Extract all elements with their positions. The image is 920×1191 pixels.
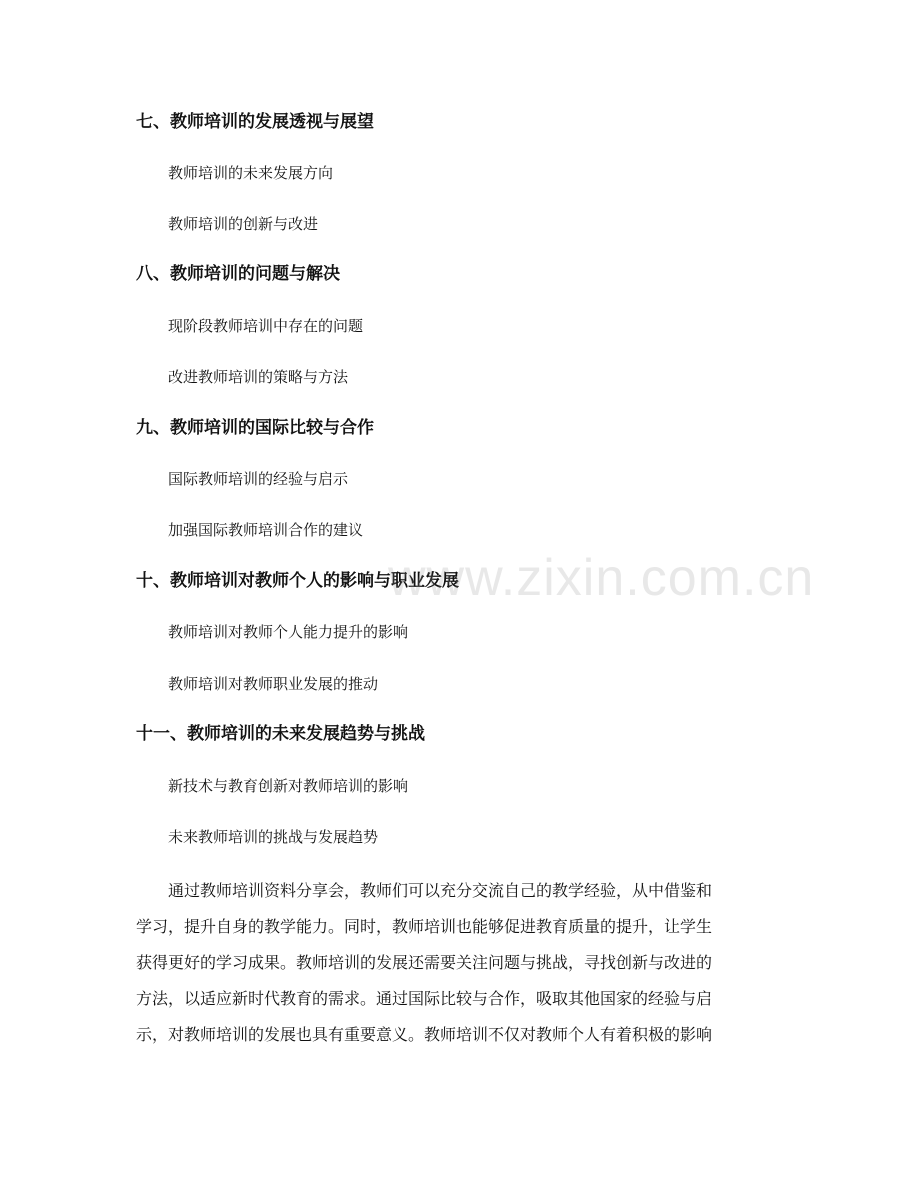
section-item: 教师培训对教师职业发展的推动 [168,675,379,693]
section-heading: 七、教师培训的发展透视与展望 [136,112,374,132]
section-item: 未来教师培训的挑战与发展趋势 [168,828,379,846]
watermark: www.zixin.com.cn [388,549,815,607]
section-item: 教师培训的未来发展方向 [168,164,334,182]
section-item: 加强国际教师培训合作的建议 [168,521,364,539]
section-heading: 十一、教师培训的未来发展趋势与挑战 [136,724,425,744]
paragraph-line: 获得更好的学习成果。教师培训的发展还需要关注问题与挑战，寻找创新与改进的 [136,953,713,972]
section-item: 教师培训的创新与改进 [168,215,319,233]
section-heading: 八、教师培训的问题与解决 [136,264,340,284]
paragraph-line: 通过教师培训资料分享会，教师们可以充分交流自己的教学经验，从中借鉴和 [168,881,713,900]
section-item: 现阶段教师培训中存在的问题 [168,317,364,335]
paragraph-line: 方法，以适应新时代教育的需求。通过国际比较与合作，吸取其他国家的经验与启 [136,989,713,1008]
section-heading: 九、教师培训的国际比较与合作 [136,418,374,438]
section-item: 改进教师培训的策略与方法 [168,368,349,386]
section-item: 教师培训对教师个人能力提升的影响 [168,623,409,641]
body-paragraph [136,873,786,1053]
paragraph-line: 示，对教师培训的发展也具有重要意义。教师培训不仅对教师个人有着积极的影响 [136,1025,713,1044]
section-item: 国际教师培训的经验与启示 [168,470,349,488]
section-item: 新技术与教育创新对教师培训的影响 [168,777,409,795]
section-heading: 十、教师培训对教师个人的影响与职业发展 [136,571,459,591]
paragraph-line: 学习，提升自身的教学能力。同时，教师培训也能够促进教育质量的提升，让学生 [136,917,713,936]
